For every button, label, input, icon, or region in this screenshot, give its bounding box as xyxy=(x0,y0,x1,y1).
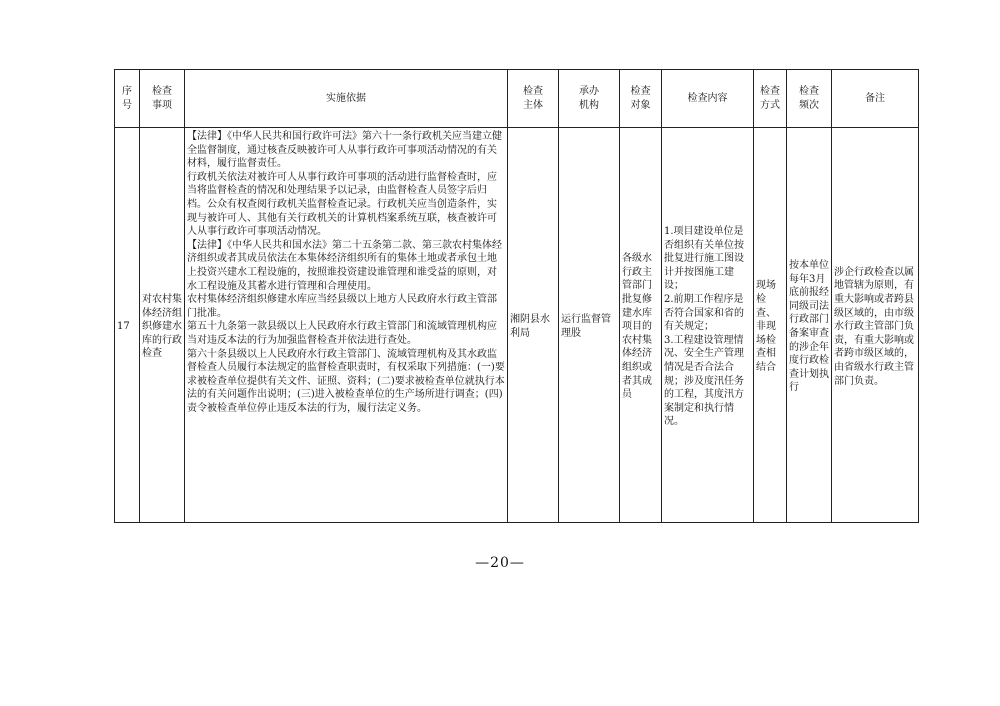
header-frequency: 检查 频次 xyxy=(787,70,832,128)
header-object: 检查 对象 xyxy=(620,70,662,128)
cell-content xyxy=(662,128,754,523)
basis-paragraph: 第六十条县级以上人民政府水行政主管部门、流域管理机构及其水政监督检查人员履行本法规定的监督检查职责时，有权采取下列措施：(一)要求被检查单位提供有关文件、证照、资料；(二)要求被检查单位就执行本法的有关问题作出说明；(三)进入被检查单位的生产场所进行调查；(四)责令被检查单位停止违反本法的行为，履行法定义务。 xyxy=(187,348,505,414)
seq-value: 17 xyxy=(117,321,130,333)
cell-item xyxy=(140,128,185,523)
header-remarks: 备注 xyxy=(832,70,919,128)
cell-org xyxy=(559,128,620,523)
basis-paragraph: 行政机关依法对被许可人从事行政许可事项的活动进行监督检查时，应当将监督检查的情况和处理结果予以记录，由监督检查人员签字后归档。公众有权查阅行政机关监督检查记录。行政机关应当创造条件，实现与被许可人、其他有关行政机关的计算机档案系统互联，核查被许可人从事行政许可事项活动情况。 xyxy=(187,171,497,238)
content-item: 1.项目建设单位是否组织有关单位按批复进行施工图设计并按图施工建设； xyxy=(664,226,744,292)
inspection-table xyxy=(114,69,919,523)
object-value: 各级水行政主管部门批复修建水库项目的农村集体经济组织或者其成员 xyxy=(622,253,652,401)
header-item: 检查 事项 xyxy=(140,70,185,128)
cell-frequency xyxy=(787,128,832,523)
cell-subject xyxy=(508,128,559,523)
org-value: 运行监督管理股 xyxy=(561,314,611,339)
cell-method xyxy=(754,128,787,523)
header-basis: 实施依据 xyxy=(185,70,508,128)
basis-paragraph: 【法律】《中华人民共和国行政许可法》第六十一条行政机关应当建立健全监督制度，通过核查反映被许可人从事行政许可事项活动情况的有关材料，履行监督责任。 xyxy=(187,131,502,170)
method-value: 现场检查、非现场检查相结合 xyxy=(756,280,776,373)
header-subject: 检查 主体 xyxy=(508,70,559,128)
subject-value: 湘阴县水利局 xyxy=(510,314,550,339)
content-item: 3.工程建设管理情况、安全生产管理情况是否合法合规；涉及度汛任务的工程，其度汛方案制定和执行情况。 xyxy=(664,334,744,428)
page-number: —20— xyxy=(475,555,525,571)
table-row xyxy=(115,128,919,523)
basis-paragraph: 第五十九条第一款县级以上人民政府水行政主管部门和流域管理机构应当对违反本法的行为加强监督检查并依法进行查处。 xyxy=(187,321,497,346)
basis-paragraph: 农村集体经济组织修建水库应当经县级以上地方人民政府水行政主管部门批准。 xyxy=(187,294,497,319)
cell-object xyxy=(620,128,662,523)
content-item: 2.前期工作程序是否符合国家和省的有关规定； xyxy=(664,294,744,333)
header-row xyxy=(115,70,919,128)
frequency-value: 按本单位每年3月底前报经同级司法行政部门备案审查的涉企年度行政检查计划执行 xyxy=(789,260,829,394)
cell-remarks xyxy=(832,128,919,523)
header-content: 检查内容 xyxy=(662,70,754,128)
basis-paragraph: 【法律】《中华人民共和国水法》第二十五条第二款、第三款农村集体经济组织或者其成员依法在本集体经济组织所有的集体土地或者承包土地上投资兴建水工程设施的，按照谁投资建设谁管理和谁受益的原则，对水工程设施及其蓄水进行管理和合理使用。 xyxy=(187,239,502,292)
header-method: 检查 方式 xyxy=(754,70,787,128)
cell-basis xyxy=(185,128,508,523)
item-value: 对农村集体经济组织修建水库的行政检查 xyxy=(142,294,182,360)
header-org: 承办 机构 xyxy=(559,70,620,128)
remarks-value: 涉企行政检查以属地管辖为原则，有重大影响或者跨县级区域的，由市级水行政主管部门负责，有重大影响或者跨市级区域的，由省级水行政主管部门负责。 xyxy=(834,266,914,387)
header-seq: 序 号 xyxy=(115,70,140,128)
cell-seq xyxy=(115,128,140,523)
